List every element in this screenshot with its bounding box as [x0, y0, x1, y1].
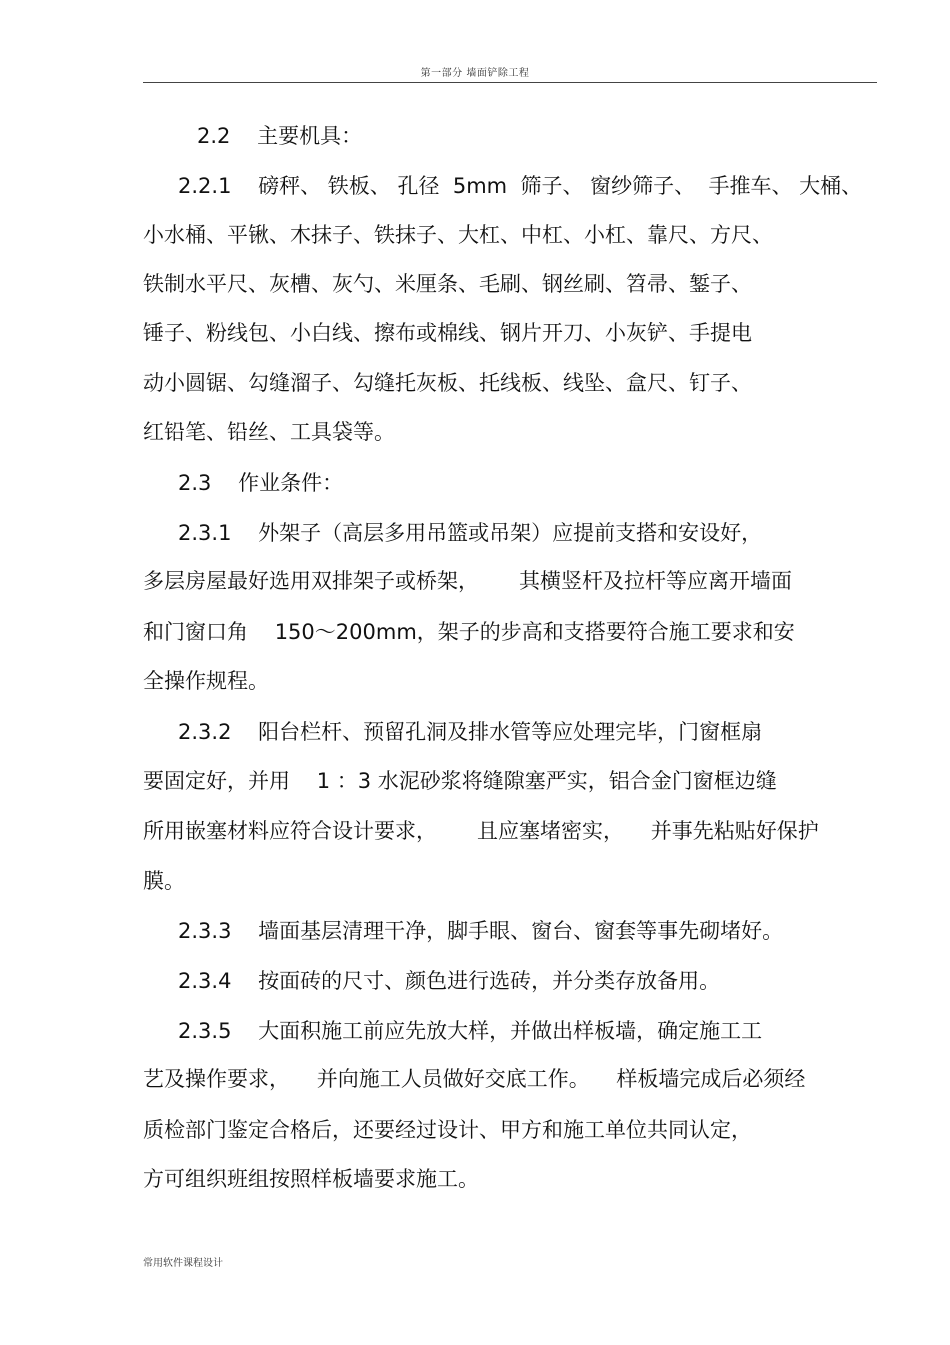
- section-heading-2-2: 2.2 主要机具：: [197, 124, 363, 148]
- paragraph-line: 2.2.1 磅秤、 铁板、 孔径 5mm 筛子、 窗纱筛子、 手推车、 大桶、: [178, 174, 863, 198]
- paragraph-line: 膜。: [143, 869, 185, 893]
- paragraph-line: 动小圆锯、勾缝溜子、勾缝托灰板、托线板、线坠、盒尺、钉子、: [143, 371, 752, 395]
- paragraph-line: 2.3.2 阳台栏杆、预留孔洞及排水管等应处理完毕，门窗框扇: [178, 720, 763, 744]
- section-heading-2-3: 2.3 作业条件：: [178, 471, 344, 495]
- paragraph-line: 方可组织班组按照样板墙要求施工。: [143, 1167, 479, 1191]
- header-divider: [143, 82, 877, 83]
- page-footer: 常用软件课程设计: [143, 1258, 223, 1269]
- page-header: 第一部分 墙面铲除工程: [420, 68, 530, 79]
- paragraph-line: 质检部门鉴定合格后，还要经过设计、甲方和施工单位共同认定，: [143, 1118, 752, 1142]
- paragraph-line: 全操作规程。: [143, 669, 269, 693]
- paragraph-line: 2.3.1 外架子（高层多用吊篮或吊架）应提前支搭和安设好，: [178, 521, 763, 545]
- paragraph-line: 多层房屋最好选用双排架子或桥架， 其横竖杆及拉杆等应离开墙面: [143, 569, 793, 593]
- paragraph-line: 要固定好，并用 1 ：3 水泥砂浆将缝隙塞严实，铝合金门窗框边缝: [143, 769, 777, 793]
- paragraph-line: 艺及操作要求， 并向施工人员做好交底工作。 样板墙完成后必须经: [143, 1067, 806, 1091]
- paragraph-line: 和门窗口角 150～200mm，架子的步高和支搭要符合施工要求和安: [143, 620, 795, 644]
- paragraph-line: 2.3.5 大面积施工前应先放大样，并做出样板墙，确定施工工: [178, 1019, 763, 1043]
- paragraph-line: 2.3.3 墙面基层清理干净，脚手眼、窗台、窗套等事先砌堵好。: [178, 919, 784, 943]
- paragraph-line: 铁制水平尺、灰槽、灰勺、米厘条、毛刷、钢丝刷、笤帚、錾子、: [143, 272, 752, 296]
- paragraph-line: 小水桶、平锹、木抹子、铁抹子、大杠、中杠、小杠、靠尺、方尺、: [143, 223, 773, 247]
- paragraph-line: 锤子、粉线包、小白线、擦布或棉线、钢片开刀、小灰铲、手提电: [143, 321, 752, 345]
- paragraph-line: 红铅笔、铅丝、工具袋等。: [143, 420, 395, 444]
- paragraph-line: 所用嵌塞材料应符合设计要求， 且应塞堵密实， 并事先粘贴好保护: [143, 819, 819, 843]
- paragraph-line: 2.3.4 按面砖的尺寸、颜色进行选砖，并分类存放备用。: [178, 969, 721, 993]
